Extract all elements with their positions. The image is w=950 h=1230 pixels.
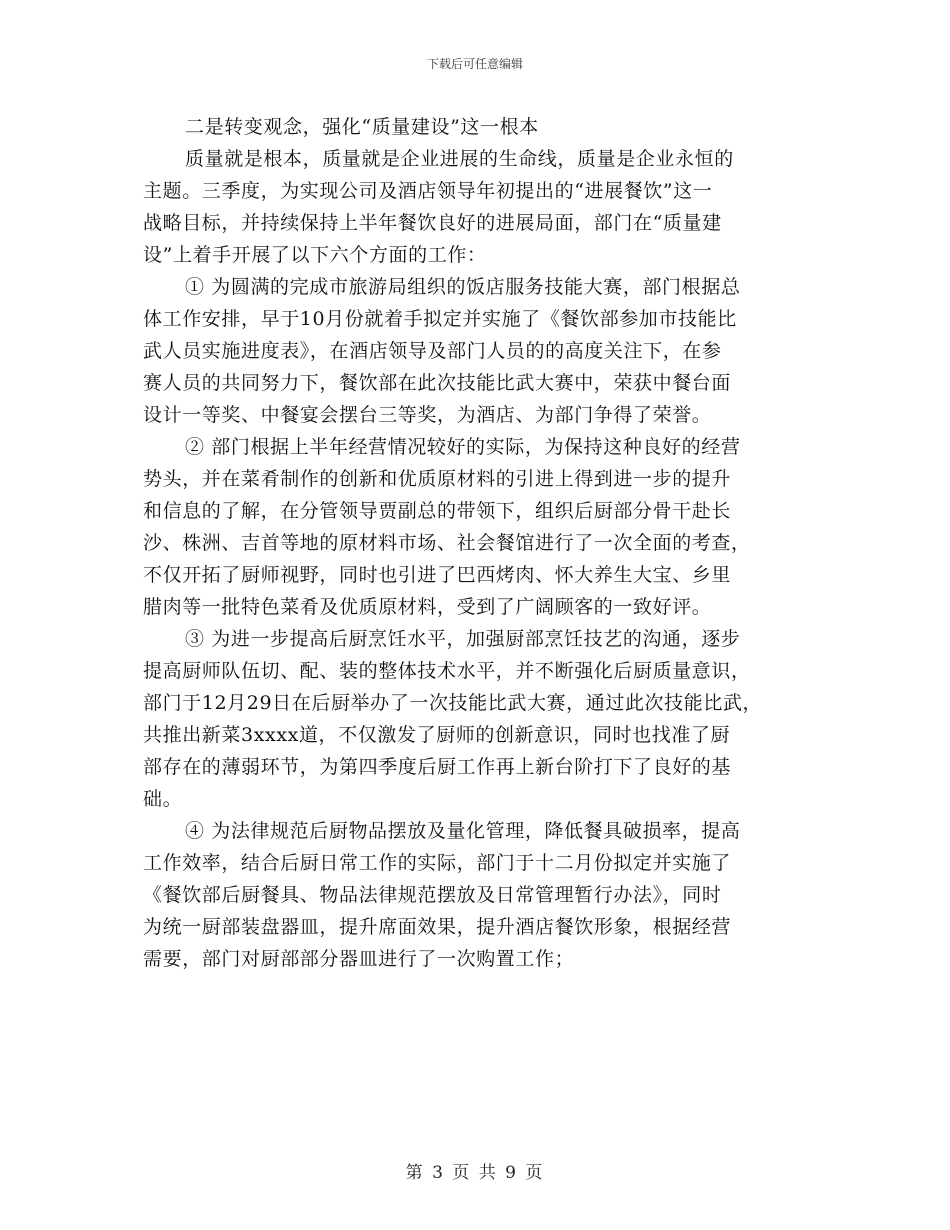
page-header: 下载后可任意编辑 — [426, 57, 523, 71]
paragraph-line: ④ 为法律规范后厨物品摆放及量化管理，降低餐具破损率，提高 — [185, 820, 741, 842]
paragraph-line: 赛人员的共同努力下，餐饮部在此次技能比武大赛中，荣获中餐台面 — [143, 372, 732, 394]
paragraph-line: 沙、株洲、吉首等地的原材料市场、社会餐馆进行了一次全面的考查， — [143, 532, 751, 554]
paragraph-line: 体工作安排，早于10月份就着手拟定并实施了《餐饮部参加市技能比 — [143, 308, 737, 330]
paragraph-line: 腊肉等一批特色菜肴及优质原材料，受到了广阔顾客的一致好评。 — [143, 596, 712, 618]
paragraph-line: 不仅开拓了厨师视野，同时也引进了巴西烤肉、怀大养生大宝、乡里 — [143, 564, 732, 586]
paragraph-line: 战略目标，并持续保持上半年餐饮良好的进展局面，部门在“质量建 — [143, 212, 722, 234]
paragraph-line: 质量就是根本，质量就是企业进展的生命线，质量是企业永恒的 — [185, 148, 734, 170]
paragraph-line: 部存在的薄弱环节，为第四季度后厨工作再上新台阶打下了良好的基 — [143, 756, 732, 778]
document-body — [143, 111, 823, 975]
paragraph-line: 础。 — [143, 788, 183, 810]
paragraph-line: ③ 为进一步提高后厨烹饪水平，加强厨部烹饪技艺的沟通，逐步 — [185, 628, 741, 650]
paragraph-line: 势头，并在菜肴制作的创新和优质原材料的引进上得到进一步的提升 — [143, 468, 732, 490]
paragraph-line: 武人员实施进度表》，在酒店领导及部门人员的的高度关注下，在参 — [143, 340, 722, 362]
paragraph-line: 和信息的了解，在分管领导贾副总的带领下，组织后厨部分骨干赴长 — [143, 500, 732, 522]
paragraph-line: 《餐饮部后厨餐具、物品法律规范摆放及日常管理暂行办法》，同时 — [143, 884, 722, 906]
page-number: 第 3 页 共 9 页 — [405, 1163, 545, 1183]
paragraph-line: 共推出新菜3xxxx道，不仅激发了厨师的创新意识，同时也找准了厨 — [143, 724, 731, 746]
paragraph-line: 主题。三季度，为实现公司及酒店领导年初提出的“进展餐饮”这一 — [143, 180, 713, 202]
paragraph-line: ② 部门根据上半年经营情况较好的实际，为保持这种良好的经营 — [185, 436, 741, 458]
paragraph-line: 提高厨师队伍切、配、装的整体技术水平，并不断强化后厨质量意识， — [143, 660, 751, 682]
paragraph-line: 为统一厨部装盘器皿，提升席面效果，提升酒店餐饮形象，根据经营 — [143, 916, 732, 938]
paragraph-line: ① 为圆满的完成市旅游局组织的饭店服务技能大赛，部门根据总 — [185, 276, 741, 298]
paragraph-line: 部门于12月29日在后厨举办了一次技能比武大赛，通过此次技能比武， — [143, 692, 763, 714]
paragraph-line: 设”上着手开展了以下六个方面的工作： — [143, 244, 487, 266]
paragraph-line: 设计一等奖、中餐宴会摆台三等奖，为酒店、为部门争得了荣誉。 — [143, 404, 712, 426]
paragraph-line: 需要，部门对厨部部分器皿进行了一次购置工作； — [143, 948, 575, 970]
section-heading: 二是转变观念，强化“质量建设”这一根本 — [185, 116, 539, 138]
paragraph-line: 工作效率，结合后厨日常工作的实际，部门于十二月份拟定并实施了 — [143, 852, 732, 874]
